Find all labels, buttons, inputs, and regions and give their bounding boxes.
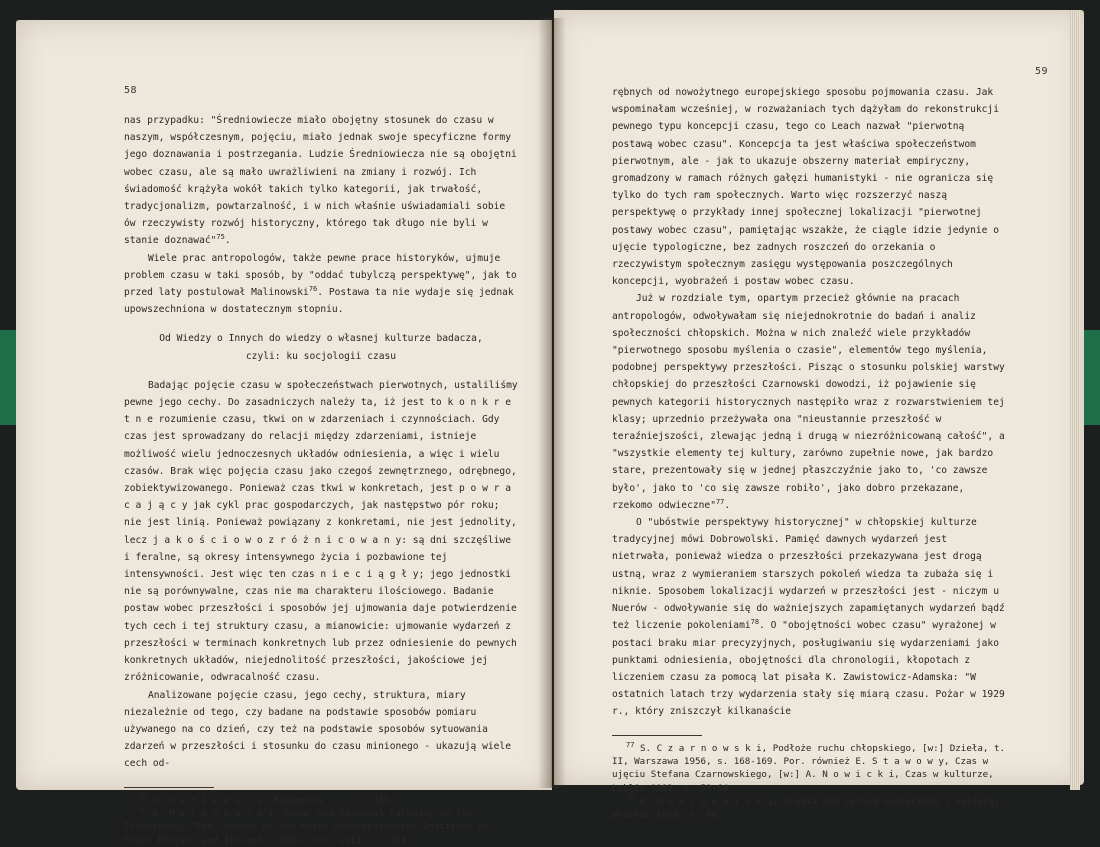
footnote-divider [124,787,214,788]
paragraph: Już w rozdziale tym, opartym przecież głównie na pracach antropologów, odwoływałam się niejednokrotnie do badań i analiz społeczności chłopskich. Można w nich znaleźć wiele przykładów "pierwotnego sposobu myślenia o czasie", elementów tego myślenia, podobnej perspektywy przeszłości. Pisząc o stosunku polskiej warstwy chłopskiej do przeszłości Czarnowski dowodzi, iż pojawienie się pewnych kategorii historycznych następiło wraz z rozwarstwieniem tej klasy; uprzednio przeżywała ona "nieustannie przeszłość w teraźniejszości, zlewając jedną i drugą w niezróżnicowaną całość", a "wszystkie elementy tej kultury, zarówno zupełnie nowe, jak bardzo stare, prezentowały się w jednej płaszczyźnie jako to, 'co zawsze było', jako to 'co się zawsze robiło', jako dobro przekazane, rzekomo odwieczne"$^{77}$. [612,293,1005,511]
section-heading: Od Wiedzy o Innych do wiedzy o własnej kulturze badacza, czyli: ku socjologii czasu [159,333,483,362]
page-edges [1070,10,1080,790]
footnote: $^{76}$ B. M a l i n o w s k i, Lunar and Seasonal Calendar in the Trobriands, "The Journal of the Royal Anthropological Institute of Great Britain and Ireland", 1927, vol. LVII, s. 204. [124,805,490,846]
footnote-ref: 77 [715,497,725,506]
paragraph: nas przypadku: "Średniowiecze miało obojętny stosunek do czasu w naszym, współczesnym, pojęciu, miało jednak swoje specyficzne formy jego doznawania i postrzegania. Ludzie Średniowiecza nie są obojętni wobec czasu, ale są mało uwrażliwieni na zmiany i rozwój. Ich świadomość krążyła wokół takich tylko kategorii, jak trwałość, tradycjonalizm, powtarzalność, i w nich właśnie uświadamiali sobie ów rzeczywisty rozwój historyczny, którego tak długo nie byli w stanie doznawać"$^{75}$. [124,115,517,247]
paragraph: Wiele prac antropologów, także pewne prace historyków, ujmuje problem czasu w taki sposób, by "oddać tubylczą perspektywę", jak to przed laty postulował Malinowski$^{76}$. Postawa ta nie wydaje się jednak upowszechniona w dostatecznym stopniu. [124,252,517,316]
paragraph: O "ubóstwie perspektywy historycznej" w chłopskiej kulturze tradycyjnej mówi Dobrowolski. Pamięć dawnych wydarzeń jest nietrwała, ponieważ wiedza o przeszłości przekazywana jest drogą ustną, wraz z wymieraniem starszych pokoleń wiedza ta zubaża się i niknie. Sposobem lokalizacji wydarzeń w przeszłości jest - niczym u Nuerów - odwoływanie się do ważniejszych zapamiętanych wydarzeń bądź też liczenie pokoleniami$^{78}$. O "obojętności wobec czasu" wyrażonej w postaci braku miar precyzyjnych, posługiwaniu się wydarzeniami jako punktami odniesienia, obojętności dla chronologii, kłopotach z liczeniem czasu za pomocą lat pisała K. Zawistowicz-Adamska: "W ostatnich latach trzy wydarzenia stały się miarą czasu. Pożar w 1929 r., który zniszczył kilkanaście [612,517,1005,718]
paragraph: rębnych od nowożytnego europejskiego sposobu pojmowania czasu. Jak wspominałam wcześniej, w rozważaniach tych dążyłam do rekonstrukcji pewnego typu koncepcji czasu, tego co Leach nazwał "pierwotną postawą wobec czasu". Koncepcja ta jest właściwa społeczeństwom pierwotnym, ale - jak to ukazuje obszerny materiał empiryczny, gromadzony w ramach różnych gałęzi humanistyki - nie ogranicza się tylko do tych ram społecznych. Warto więc rozszerzyć naszą perspektywę o przykłady innej społecznej lokalizacji "pierwotnej postawy wobec czasu", pamiętając wszakże, że ciągle idzie jedynie o ujęcie typologiczne, bez zadnych roszczeń do orzekania o rzeczywistym społecznym zasięgu występowania poszczególnych koncepcji, wyobrażeń i postaw wobec czasu. [612,87,999,288]
left-page [16,20,552,846]
footnotes [612,742,1007,822]
footnotes [124,794,518,847]
footnote: $^{78}$ K. D o b r o w o l s k i, Studia nad życiem społecznym i kulturą, Wrocław 1966, s. 96. [612,794,1000,821]
footnote-ref: 75 [216,233,225,242]
open-book [8,8,1088,846]
footnote-ref: 78 [750,618,760,627]
footnote-ref: 76 [308,284,318,293]
footnote: $^{77}$ S. C z a r n o w s k i, Podłoże ruchu chłopskiego, [w:] Dzieła, t. II, Warszawa 1956, s. 168-169. Por. również E. S t a w o w y, Czas w ujęciu Stefana Czarnowskiego, [w:] A. N o w i c k i, Czas w kulturze, Lublin 1983, s. 59-64. [612,740,1006,794]
body-text [124,112,518,847]
footnote: $^{75}$ A. G u r i e w i c z, Kategorie ..., s. 155. [138,792,396,806]
page-number: 58 [124,85,138,96]
right-page [554,10,1084,821]
footnote-divider [612,735,702,736]
body-text [612,84,1007,822]
page-number: 59 [1034,66,1048,77]
paragraph: Badając pojęcie czasu w społeczeństwach pierwotnych, ustaliliśmy pewne jego cechy. Do zasadniczych należy ta, iż jest to k o n k r e t n e rozumienie czasu, tkwi on w zdarzeniach i czynnościach. Gdy czas jest sprowadzany do relacji między zdarzeniami, istnieje możliwość wielu jednoczesnych układów odniesienia, a więc i wielu czasów. Brak więc pojęcia czasu jako czegoś zewnętrznego, odrębnego, zobiektywizowanego. Ponieważ czas tkwi w konkretach, jest p o w r a c a j ą c y jak cykl prac gospodarczych, jak następstwo pór roku; nie jest linią. Ponieważ powiązany z konkretami, nie jest jednolity, lecz j a k o ś c i o w o z r ó ż n i c o w a n y: są dni szczęśliwe i feralne, są okresy intensywnego życia i pozbawione tej intensywności. Jest więc ten czas n i e c i ą g ł y; jego jednostki nie są porównywalne, czas nie ma charakteru ilościowego. Badanie postaw wobec przeszłości i sposobów jej ujmowania daje potwierdzenie tych cech i tej struktury czasu, a mianowicie: ujmowanie wydarzeń z przeszłości w terminach konkretnych lub przez odniesienie do pewnych konkretnych układów, niejednolitość przeszłości, jakościowe jej zróżnicowanie, odwracalność czasu. [124,379,518,684]
paragraph: Analizowane pojęcie czasu, jego cechy, struktura, miary niezależnie od tego, czy badane na podstawie sposobów pomiaru używanego na co dzień, czy też na podstawie sposobów sytuowania zdarzeń w przeszłości i stosunku do czasu minionego - ukazują wiele cech od- [124,689,511,770]
